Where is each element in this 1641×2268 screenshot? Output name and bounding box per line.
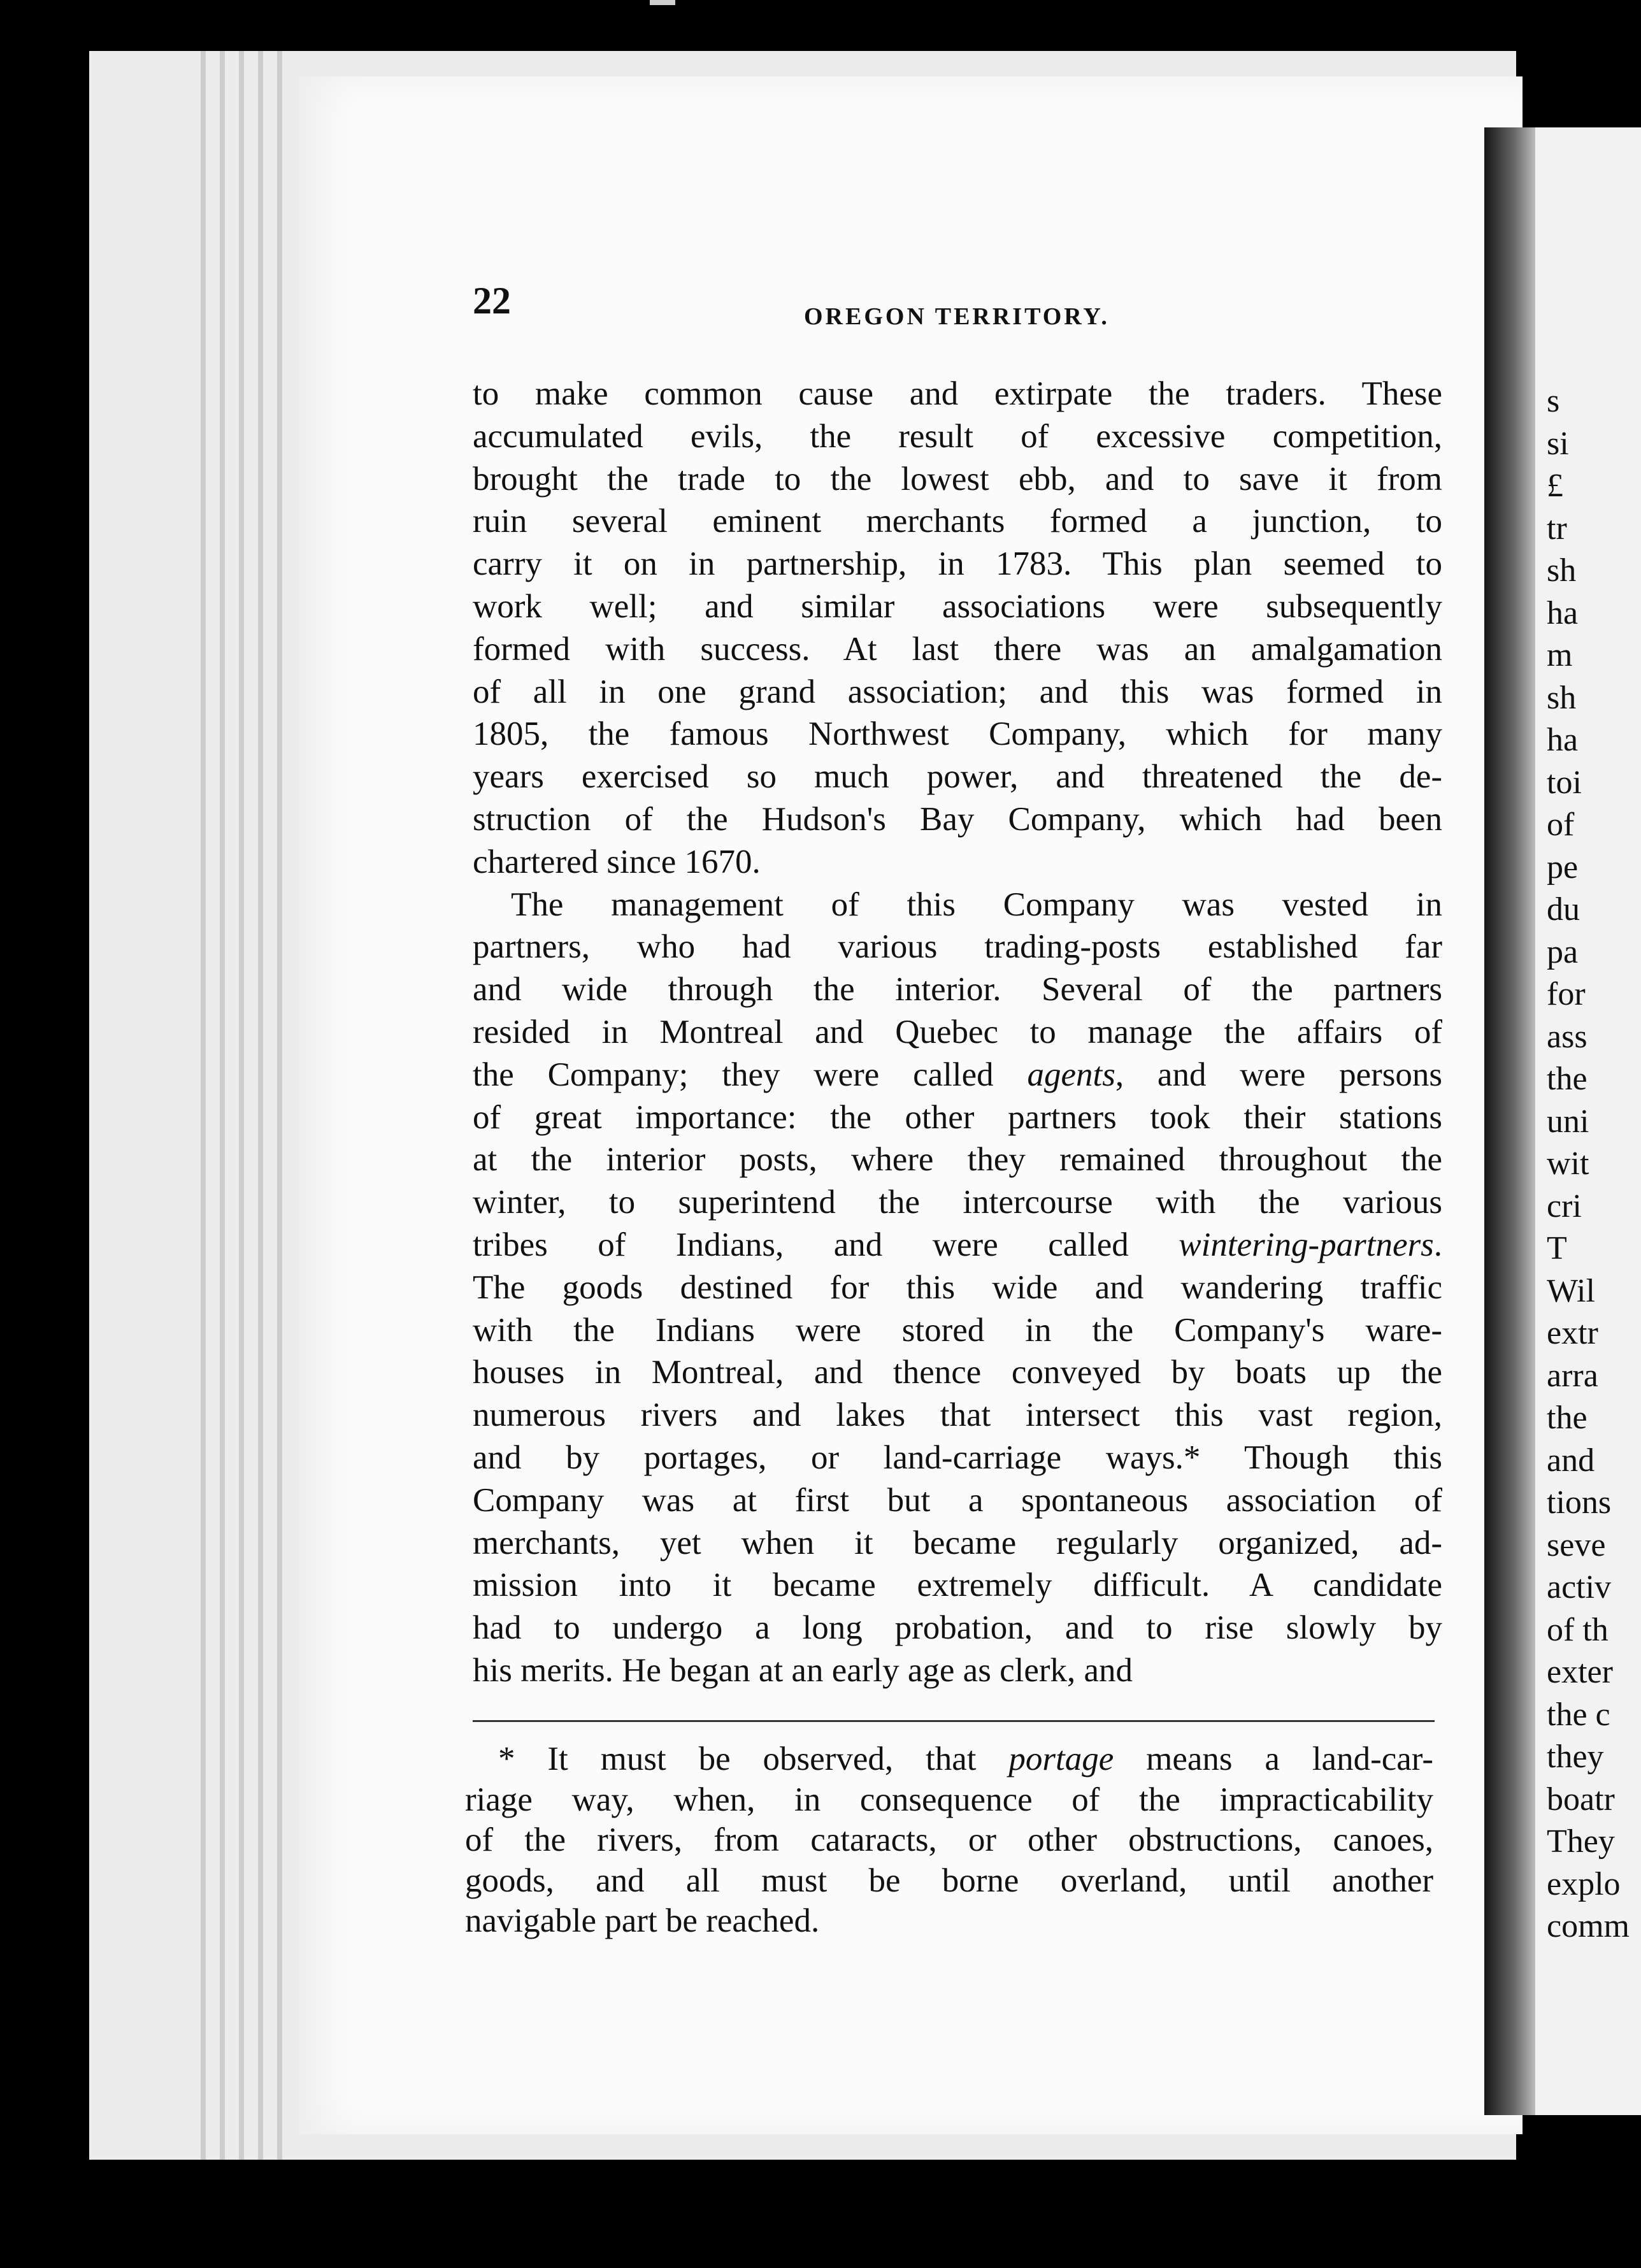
facing-page-fragment: sh — [1547, 679, 1577, 716]
scan-artifact — [650, 0, 675, 5]
body-line: brought the trade to the lowest ebb, and to save it from — [473, 460, 1442, 498]
body-line: chartered since 1670. — [473, 843, 761, 880]
facing-page-fragment: m — [1547, 637, 1573, 673]
body-line: at the interior posts, where they remained throughout the — [473, 1141, 1442, 1179]
facing-page-fragment: boatr — [1547, 1781, 1615, 1818]
facing-page-fragment: sh — [1547, 552, 1577, 589]
body-line: his merits. He began at an early age as clerk, and — [473, 1651, 1133, 1689]
body-line: winter, to superintend the intercourse with the various — [473, 1184, 1442, 1221]
facing-page-fragment: activ — [1547, 1569, 1612, 1605]
body-line: houses in Montreal, and thence conveyed by boats up the — [473, 1354, 1442, 1391]
facing-page-fragment: toi — [1547, 764, 1582, 801]
footnote — [465, 1739, 1433, 1942]
facing-page-fragment: comm — [1547, 1908, 1630, 1944]
body-line: partners, who had various trading-posts established far — [473, 928, 1442, 966]
body-line: of great importance: the other partners took their stations — [473, 1098, 1442, 1136]
body-line: to make common cause and extirpate the traders. These — [473, 375, 1442, 412]
facing-page-fragment: pa — [1547, 933, 1579, 970]
body-line: carry it on in partnership, in 1783. This plan seemed to — [473, 545, 1442, 583]
facing-page-fragment: they — [1547, 1739, 1604, 1775]
body-line: 1805, the famous Northwest Company, which for many — [473, 715, 1442, 753]
facing-page-fragment: seve — [1547, 1526, 1606, 1563]
body-line: had to undergo a long probation, and to rise slowly by — [473, 1609, 1442, 1647]
facing-page-fragment: pe — [1547, 849, 1579, 886]
footnote-rule — [473, 1720, 1435, 1722]
facing-page-fragment: the — [1547, 1400, 1587, 1436]
body-line: The management of this Company was vested in — [511, 886, 1442, 923]
body-line: Company was at first but a spontaneous association of — [473, 1481, 1442, 1519]
body-line: formed with success. At last there was an amalgamation — [473, 630, 1442, 668]
body-line: ruin several eminent merchants formed a junction, to — [473, 503, 1442, 540]
running-head: OREGON TERRITORY. — [804, 303, 1110, 330]
facing-page-fragment: the c — [1547, 1696, 1610, 1733]
page-edge — [277, 51, 282, 2160]
facing-page-fragment: £ — [1547, 468, 1563, 504]
body-line: numerous rivers and lakes that intersect this vast region, — [473, 1396, 1442, 1434]
body-line: of all in one grand association; and this was formed in — [473, 673, 1442, 710]
facing-page-fragment: of th — [1547, 1611, 1609, 1648]
facing-page-fragment: arra — [1547, 1357, 1598, 1394]
body-line: with the Indians were stored in the Company's ware- — [473, 1311, 1442, 1349]
page-number: 22 — [473, 280, 511, 322]
facing-page-fragment: explo — [1547, 1865, 1621, 1902]
page-edge — [201, 51, 206, 2160]
facing-page-fragment: exter — [1547, 1654, 1613, 1690]
page-edge — [220, 51, 225, 2160]
facing-page-fragment: wit — [1547, 1145, 1589, 1182]
page-edge — [239, 51, 244, 2160]
facing-page-fragment: extr — [1547, 1315, 1598, 1351]
footnote-line: * It must be observed, that portage means a land-car- — [498, 1740, 1434, 1777]
body-line: years exercised so much power, and threatened the de- — [473, 758, 1442, 796]
facing-page-fragment: cri — [1547, 1188, 1582, 1224]
body-line: work well; and similar associations were subsequently — [473, 587, 1442, 625]
page-edge — [258, 51, 263, 2160]
body-line: struction of the Hudson's Bay Company, which had been — [473, 800, 1442, 838]
facing-page-fragment: s — [1547, 383, 1560, 419]
facing-page — [1535, 127, 1641, 2115]
facing-page-fragment: du — [1547, 891, 1580, 928]
facing-page-fragment: tr — [1547, 510, 1567, 547]
body-text — [473, 373, 1442, 1692]
facing-page-fragment: ass — [1547, 1018, 1587, 1055]
body-line: accumulated evils, the result of excessive competition, — [473, 417, 1442, 455]
facing-page-fragment: T — [1547, 1230, 1567, 1267]
facing-page-fragment: for — [1547, 976, 1586, 1012]
facing-page-fragment: si — [1547, 425, 1569, 462]
footnote-line: goods, and all must be borne overland, until another — [465, 1862, 1433, 1899]
facing-page-fragment: of — [1547, 807, 1575, 843]
facing-page-fragment: the — [1547, 1061, 1587, 1097]
facing-page-fragment: uni — [1547, 1103, 1589, 1140]
footnote-line: navigable part be reached. — [465, 1902, 820, 1939]
body-line: merchants, yet when it became regularly organized, ad- — [473, 1524, 1442, 1561]
body-line: tribes of Indians, and were called wintering-partners. — [473, 1226, 1442, 1263]
facing-page-fragment: and — [1547, 1442, 1595, 1479]
facing-page-fragment: tions — [1547, 1484, 1612, 1521]
body-line: and by portages, or land-carriage ways.* Though this — [473, 1439, 1442, 1476]
body-line: and wide through the interior. Several of the partners — [473, 971, 1442, 1008]
footnote-line: riage way, when, in consequence of the impracticability — [465, 1781, 1433, 1818]
footnote-line: of the rivers, from cataracts, or other obstructions, canoes, — [465, 1821, 1433, 1858]
body-line: the Company; they were called agents, and were persons — [473, 1056, 1442, 1093]
body-line: The goods destined for this wide and wandering traffic — [473, 1268, 1442, 1306]
gutter-shadow — [1484, 127, 1535, 2115]
facing-page-fragment: They — [1547, 1823, 1615, 1860]
facing-page-fragment: ha — [1547, 722, 1579, 758]
facing-page-fragment: ha — [1547, 594, 1579, 631]
facing-page-fragment: Wil — [1547, 1272, 1595, 1309]
body-line: resided in Montreal and Quebec to manage the affairs of — [473, 1013, 1442, 1051]
body-line: mission into it became extremely difficult. A candidate — [473, 1567, 1442, 1604]
